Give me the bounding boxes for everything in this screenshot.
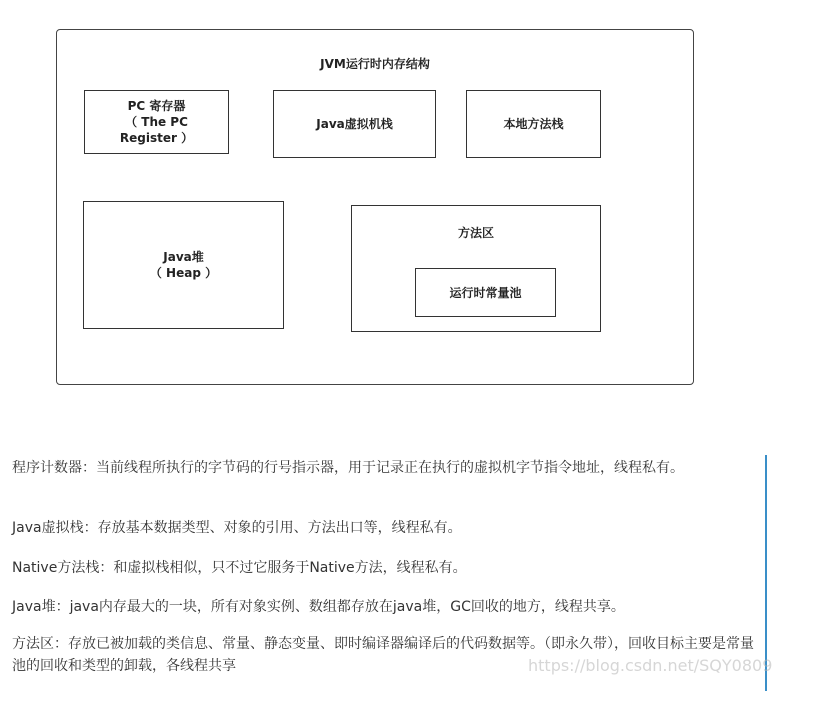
pc-register-box: PC 寄存器 （ The PC Register ）: [84, 90, 229, 154]
desc-program-counter: 程序计数器：当前线程所执行的字节码的行号指示器，用于记录正在执行的虚拟机字节指令地址，线程私有。: [12, 460, 684, 476]
java-heap-box: Java堆 （ Heap ）: [83, 201, 284, 329]
desc-java-vm-stack: Java虚拟栈：存放基本数据类型、对象的引用、方法出口等，线程私有。: [12, 520, 462, 536]
desc-method-area: 方法区：存放已被加载的类信息、常量、静态变量、即时编译器编译后的代码数据等。（即永久带），回收目标主要是常量池的回收和类型的卸载，各线程共享: [12, 636, 754, 674]
diagram-title: JVM运行时内存结构: [320, 57, 430, 71]
desc-java-heap: Java堆：java内存最大的一块，所有对象实例、数组都存放在java堆，GC回收的地方，线程共享。: [12, 599, 625, 615]
method-area-label: 方法区: [457, 226, 494, 240]
runtime-constant-pool-box: 运行时常量池: [415, 268, 556, 317]
desc-native-method-stack: Native方法栈：和虚拟栈相似，只不过它服务于Native方法，线程私有。: [12, 560, 467, 576]
java-vm-stack-box: Java虚拟机栈: [273, 90, 436, 158]
native-method-stack-box: 本地方法栈: [466, 90, 601, 158]
watermark-text: https://blog.csdn.net/SQY0809: [528, 656, 773, 675]
